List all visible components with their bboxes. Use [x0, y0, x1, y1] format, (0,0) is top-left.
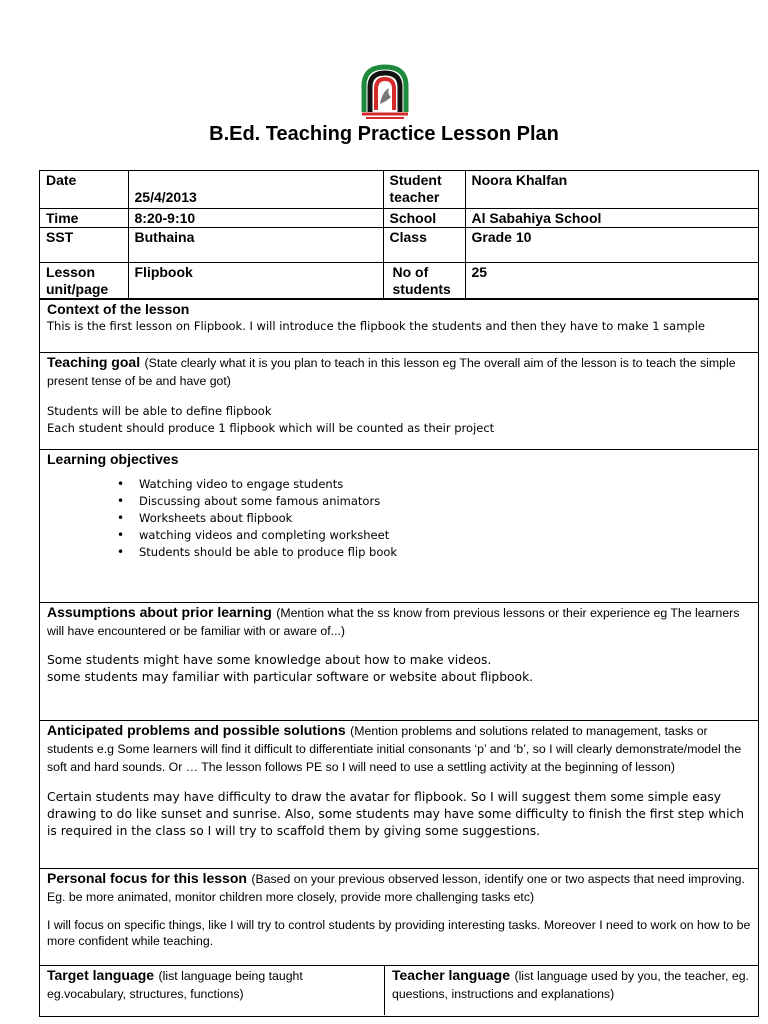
personal-focus-instruction: (Based on your previous observed lesson, identify one or two aspects that need improving. Eg. be more animated, monitor children more closely, provide more challenging tasks etc) [47, 871, 745, 904]
list-item: • Worksheets about flipbook [139, 510, 751, 527]
date-label: Date [40, 171, 128, 208]
teacher-language-cell [385, 966, 759, 1015]
problems-instruction: (Mention problems and solutions related to management, tasks or students e.g Some learners will find it difficult to differentiate initial consonants ‘p’ and ‘b’, so I will clearly demonstrate/model the soft and hard sounds. Or … The lesson follows PE so I will need to use a settling activity at the beginning of lesson) [47, 723, 742, 774]
students-value: 25 [465, 262, 758, 298]
context-section [40, 299, 759, 352]
list-item: • Discussing about some famous animators [139, 493, 751, 510]
problems-section [40, 720, 759, 868]
personal-focus-text: I will focus on specific things, like I will try to control students by providing interesting tasks. Moreover I need to work on how to be more confident while teaching. [47, 917, 751, 948]
language-row [40, 966, 758, 1015]
lesson-label: Lesson unit/page [40, 262, 128, 298]
assumptions-section [40, 602, 759, 720]
target-language-heading: Target language [47, 966, 155, 983]
context-heading: Context of the lesson [47, 300, 190, 317]
list-item: • Students should be able to produce flip book [139, 544, 751, 561]
assumptions-heading: Assumptions about prior learning [47, 603, 272, 620]
teaching-goal-line-2: Each student should produce 1 flipbook which will be counted as their project [47, 420, 495, 435]
context-text: This is the first lesson on Flipbook. I will introduce the flipbook the students and then they have to make 1 sample [47, 318, 705, 333]
objectives-heading: Learning objectives [47, 450, 179, 467]
school-value: Al Sabahiya School [465, 208, 758, 227]
personal-focus-section [40, 868, 759, 965]
lesson-plan-table [39, 170, 759, 1017]
teacher-language-heading: Teacher language [392, 966, 511, 983]
time-value: 8:20-9:10 [128, 208, 383, 227]
teaching-goal-heading: Teaching goal [47, 353, 141, 370]
assumptions-instruction: (Mention what the ss know from previous lessons or their experience eg The learners will have encountered or be familiar with or aware of...) [47, 605, 740, 638]
target-language-instruction: (list language being taught eg.vocabulary, structures, functions) [47, 968, 303, 1001]
sst-value: Buthaina [128, 227, 383, 262]
students-label: No of students [383, 262, 465, 298]
target-language-cell [40, 966, 385, 1015]
student-teacher-label: Student teacher [383, 171, 465, 208]
problems-text: Certain students may have difficulty to draw the avatar for flipbook. So I will suggest them some simple easy drawing to do like sunset and sunrise. Also, some students may have some difficulty to finish the first step which is required in the class so I will try to scaffold them by giving some suggestions. [47, 789, 745, 838]
info-grid [40, 171, 758, 299]
student-teacher-value: Noora Khalfan [465, 171, 758, 208]
teacher-language-instruction: (list language used by you, the teacher, eg. questions, instructions and explanations) [392, 968, 749, 1001]
teaching-goal-instruction: (State clearly what it is you plan to teach in this lesson eg The overall aim of the lesson is to teach the simple present tense of be and have got) [47, 355, 736, 388]
date-value: 25/4/2013 [128, 171, 383, 208]
teaching-goal-section [40, 352, 759, 449]
list-item: • Watching video to engage students [139, 476, 751, 493]
page-title: B.Ed. Teaching Practice Lesson Plan [209, 123, 559, 145]
problems-heading: Anticipated problems and possible solutions [47, 721, 346, 738]
school-label: School [383, 208, 465, 227]
college-emblem-icon [360, 64, 410, 120]
list-item: • watching videos and completing worksheet [139, 527, 751, 544]
class-value: Grade 10 [465, 227, 758, 262]
class-label: Class [383, 227, 465, 262]
assumptions-line-2: some students may familiar with particular software or website about flipbook. [47, 669, 534, 684]
time-label: Time [40, 208, 128, 227]
teaching-goal-line-1: Students will be able to define flipbook [47, 403, 272, 418]
lesson-value: Flipbook [128, 262, 383, 298]
objectives-section [40, 449, 759, 602]
personal-focus-heading: Personal focus for this lesson [47, 869, 247, 886]
assumptions-line-1: Some students might have some knowledge about how to make videos. [47, 652, 492, 667]
sst-label: SST [40, 227, 128, 262]
objectives-list [47, 476, 751, 561]
